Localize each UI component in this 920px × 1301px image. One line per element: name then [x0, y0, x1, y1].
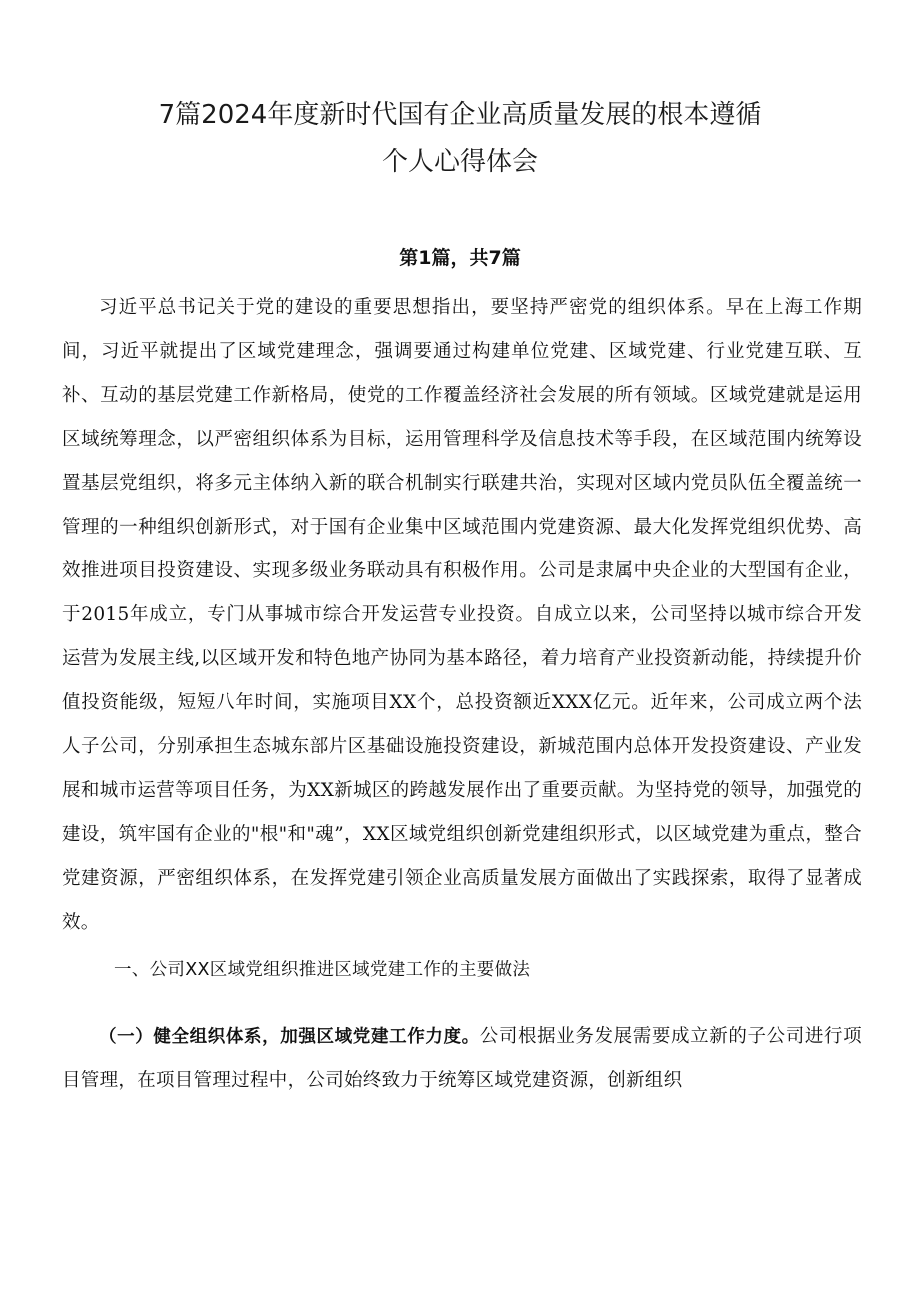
intro-paragraph: 习近平总书记关于党的建设的重要思想指出，要坚持严密党的组织体系。早在上海工作期间，习近平就提出了区域党建理念，强调要通过构建单位党建、区域党建、行业党建互联、互补、互动的基层党建工作新格局，使党的工作覆盖经济社会发展的所有领域。区域党建就是运用区域统筹理念，以严密组织体系为目标，运用管理科学及信息技术等手段，在区域范围内统筹设置基层党组织，将多元主体纳入新的联合机制实行联建共治，实现对区域内党员队伍全覆盖统一管理的一种组织创新形式，对于国有企业集中区域范围内党建资源、最大化发挥党组织优势、高效推进项目投资建设、实现多级业务联动具有积极作用。公司是隶属中央企业的大型国有企业，于2015年成立，专门从事城市综合开发运营专业投资。自成立以来，公司坚持以城市综合开发运营为发展主线,以区域开发和特色地产协同为基本路径，着力培育产业投资新动能，持续提升价值投资能级，短短八年时间，实施项目XX个，总投资额近XXX亿元。近年来，公司成立两个法人子公司，分别承担生态城东部片区基础设施投资建设，新城范围内总体开发投资建设、产业发展和城市运营等项目任务，为XX新城区的跨越发展作出了重要贡献。为坚持党的领导，加强党的建设，筑牢国有企业的"根"和"魂”，XX区域党组织创新党建组织形式，以区域党建为重点，整合党建资源，严密组织体系，在发挥党建引领企业高质量发展方面做出了实践探索，取得了显著成效。: [62, 297, 862, 933]
spacer: [62, 993, 862, 1015]
document-title-line-2: 个人心得体会: [381, 147, 538, 177]
section-heading: 一、公司XX区域党组织推进区域党建工作的主要做法: [114, 959, 531, 980]
subsection-paragraph: [62, 1015, 862, 1104]
subsection-text: 公司根据业务发展需要成立新的子公司进行项目管理，在项目管理过程中，公司始终致力于统筹区域党建资源，创新组织: [62, 1025, 862, 1092]
document-body: [62, 286, 862, 1103]
part-indicator: 第1篇，共7篇: [399, 247, 521, 269]
document-title-line-1: 7篇2024年度新时代国有企业高质量发展的根本遵循: [158, 100, 762, 130]
subsection-heading: （一）健全组织体系，加强区域党建工作力度。: [99, 1026, 480, 1047]
